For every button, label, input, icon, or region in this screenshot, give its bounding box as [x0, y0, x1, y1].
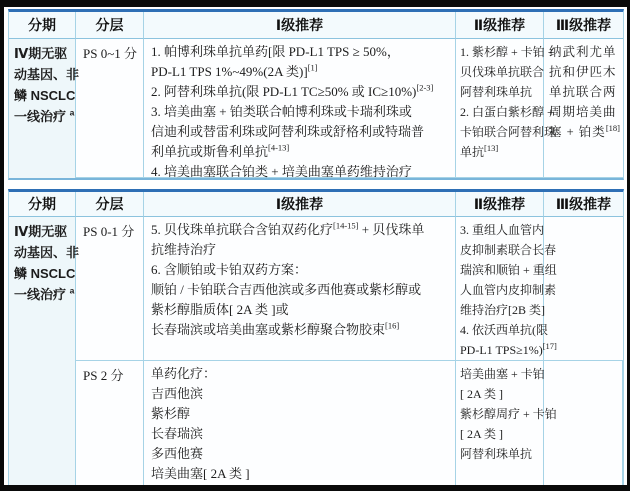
text-line: 1. 帕博利珠单抗单药[限 PD-L1 TPS ≥ 50%， [151, 44, 400, 59]
text-line: 利单抗或斯鲁利单抗[4-13] [151, 142, 290, 159]
text-line: PD-L1 TPS 1%~49%(2A 类)][1] [151, 62, 318, 79]
level2-recommendation-cell [456, 217, 557, 361]
text-line: 单抗[13] [460, 143, 499, 159]
text-line: 单抗联合两 [549, 85, 617, 99]
text-line: 一线治疗 $^a$ [14, 107, 75, 124]
level3-recommendation-cell [544, 39, 623, 178]
text-line: 4. 培美曲塞联合铂类 + 培美曲塞单药维持治疗 [151, 164, 412, 179]
text-line: 4. 依沃西单抗(限 [460, 323, 548, 337]
text-line: 塞 + 铂类[18] [549, 122, 620, 139]
stratum-cell-ps01: PS 0-1 分 [76, 217, 144, 361]
stage-cell [9, 39, 80, 178]
stage-cell [9, 217, 80, 486]
guideline-table-1 [8, 9, 624, 180]
text-line: 6. 含顺铂或卡铂双药方案： [151, 262, 308, 277]
col-header-stage: 分期 [9, 192, 76, 217]
text-line: 阿替利珠单抗 [460, 447, 533, 461]
text-line: 单药化疗： [151, 366, 217, 381]
text-line: [ 2A 类 ] [460, 387, 503, 401]
text-line: Ⅳ期无驱 [14, 224, 68, 239]
text-line: 紫杉醇 [151, 406, 191, 421]
col-header-stratum: 分层 [76, 192, 144, 217]
col-header-level1: Ⅰ级推荐 [144, 12, 456, 39]
scan-frame-bottom [0, 485, 630, 491]
text-line: 动基因、非 [14, 245, 80, 260]
text-line: 吉西他滨 [151, 386, 204, 401]
text-line: 信迪利或替雷利珠或阿替利珠或舒格利或特瑞普 [151, 124, 425, 139]
text-line: 多西他赛 [151, 446, 204, 461]
text-line: 皮抑制素联合长春 [460, 243, 557, 257]
text-line: 3. 培美曲塞 + 铂类联合帕博利珠或卡瑞利珠或 [151, 104, 412, 119]
col-header-level3: Ⅲ级推荐 [544, 12, 623, 39]
level1-recommendation-cell [144, 39, 456, 178]
scan-frame-top [0, 0, 630, 7]
text-line: PD-L1 TPS≥1%)[17] [460, 341, 557, 357]
text-line: 1. 紫杉醇 + 卡铂 + [460, 45, 555, 59]
text-line: 贝伐珠单抗联合 [460, 65, 545, 79]
text-line: 5. 贝伐珠单抗联合含铂双药化疗[14-15] + 贝伐珠单 [151, 220, 425, 237]
scan-frame-left [0, 0, 4, 491]
text-line: 卡铂联合阿替利珠 [460, 125, 557, 139]
stratum-cell-ps2: PS 2 分 [76, 361, 144, 486]
col-header-stratum: 分层 [76, 12, 144, 39]
text-line: 抗维持治疗 [151, 242, 217, 257]
text-line: 2. 白蛋白紫杉醇 + [460, 105, 554, 119]
text-line: 一线治疗 $^a$ [14, 285, 75, 302]
text-line: 动基因、非 [14, 67, 80, 82]
level2-recommendation-cell [456, 39, 557, 178]
text-line: [ 2A 类 ] [460, 427, 503, 441]
text-line: 周期培美曲 [549, 105, 617, 119]
text-line: 维持治疗[2B 类] [460, 303, 545, 317]
level1-recommendation-cell [144, 361, 456, 486]
text-line: 瑞滨和顺铂 + 重组 [460, 263, 557, 277]
text-line: 顺铂 / 卡铂联合吉西他滨或多西他赛或紫杉醇或 [151, 282, 422, 297]
text-line: 抗和伊匹木 [549, 65, 617, 79]
text-line: Ⅳ期无驱 [14, 46, 68, 61]
text-line: 紫杉醇脂质体[ 2A 类 ]或 [151, 302, 289, 317]
text-line: 鳞 NSCLC [14, 88, 76, 103]
text-line: 长春瑞滨 [151, 426, 204, 441]
col-header-level3: Ⅲ级推荐 [544, 192, 623, 217]
level3-recommendation-cell [544, 361, 623, 486]
col-header-level2: Ⅱ级推荐 [456, 192, 544, 217]
level1-recommendation-cell [144, 217, 456, 361]
level2-recommendation-cell [456, 361, 557, 486]
text-line: 鳞 NSCLC [14, 266, 76, 281]
col-header-level1: Ⅰ级推荐 [144, 192, 456, 217]
text-line: 紫杉醇周疗 + 卡铂 [460, 407, 557, 421]
level3-recommendation-cell [544, 217, 623, 361]
text-line: 培美曲塞 + 卡铂 [460, 367, 545, 381]
text-line: 2. 阿替利珠单抗(限 PD-L1 TC≥50% 或 IC≥10%)[2-3] [151, 82, 434, 99]
stratum-cell: PS 0~1 分 [76, 39, 144, 178]
guideline-table-2 [8, 189, 624, 488]
text-line: 纳武利尤单 [549, 45, 617, 59]
col-header-level2: Ⅱ级推荐 [456, 12, 544, 39]
text-line: 3. 重组人血管内 [460, 223, 545, 237]
text-line: 人血管内皮抑制素 [460, 283, 557, 297]
col-header-stage: 分期 [9, 12, 76, 39]
text-line: 阿替利珠单抗 [460, 85, 533, 99]
text-line: 培美曲塞[ 2A 类 ] [151, 466, 250, 481]
text-line: 长春瑞滨或培美曲塞或紫杉醇聚合物胶束[16] [151, 320, 400, 337]
